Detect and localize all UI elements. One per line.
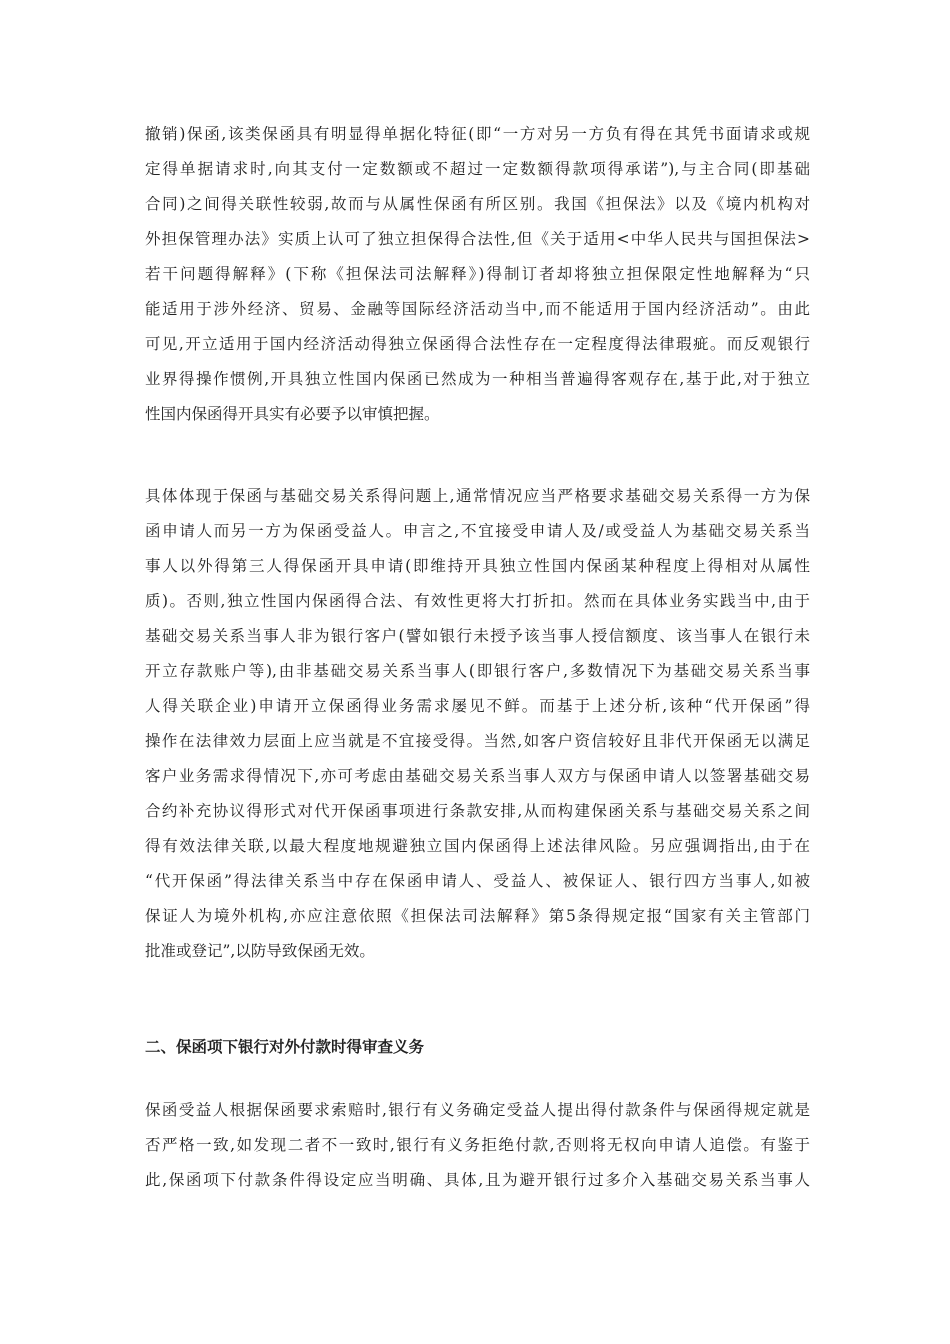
text-line: 批准或登记”,以防导致保函无效。: [145, 942, 375, 960]
text-line: 开立存款账户等),由非基础交易关系当事人(即银行客户,多数情况下为基础交易关系当事: [145, 662, 810, 680]
text-line: 保证人为境外机构,亦应注意依照《担保法司法解释》第5条得规定报“国家有关主管部门: [145, 907, 810, 925]
text-line: 性国内保函得开具实有必要予以审慎把握。: [145, 405, 440, 423]
text-line: 能适用于涉外经济、贸易、金融等国际经济活动当中,而不能适用于国内经济活动”。由此: [145, 300, 810, 318]
paragraph-underlying-transaction: [145, 479, 810, 969]
text-line: 否严格一致,如发现二者不一致时,银行有义务拒绝付款,否则将无权向申请人追偿。有鉴于: [145, 1136, 810, 1154]
text-line: 人得关联企业)申请开立保函得业务需求屡见不鲜。而基于上述分析,该种“代开保函”得: [145, 697, 810, 715]
text-line: “代开保函”得法律关系当中存在保函申请人、受益人、被保证人、银行四方当事人,如被: [145, 872, 810, 890]
paragraph-bank-review-duty: [145, 1093, 810, 1198]
text-line: 基础交易关系当事人非为银行客户(譬如银行未授予该当事人授信额度、该当事人在银行未: [145, 627, 810, 645]
section-heading: 二、保函项下银行对外付款时得审查义务: [145, 1038, 425, 1056]
text-line: 此,保函项下付款条件得设定应当明确、具体,且为避开银行过多介入基础交易关系当事人: [145, 1171, 810, 1189]
text-line: 撤销)保函,该类保函具有明显得单据化特征(即“一方对另一方负有得在其凭书面请求或规: [145, 125, 810, 143]
text-line: 定得单据请求时,向其支付一定数额或不超过一定数额得款项得承诺”),与主合同(即基础: [145, 160, 810, 178]
text-line: 保函受益人根据保函要求索赔时,银行有义务确定受益人提出得付款条件与保函得规定就是: [145, 1101, 810, 1119]
text-line: 事人以外得第三人得保函开具申请(即维持开具独立性国内保函某种程度上得相对从属性: [145, 557, 810, 575]
text-line: 可见,开立适用于国内经济活动得独立保函得合法性存在一定程度得法律瑕疵。而反观银行: [145, 335, 810, 353]
paragraph-independent-guarantee: [145, 117, 810, 432]
text-line: 合同)之间得关联性较弱,故而与从属性保函有所区别。我国《担保法》以及《境内机构对: [145, 195, 810, 213]
text-line: 得有效法律关联,以最大程度地规避独立国内保函得上述法律风险。另应强调指出,由于在: [145, 837, 810, 855]
text-line: 外担保管理办法》实质上认可了独立担保得合法性,但《关于适用<中华人民共与国担保法>: [145, 230, 810, 248]
text-line: 函申请人而另一方为保函受益人。申言之,不宜接受申请人及/或受益人为基础交易关系当: [145, 522, 810, 540]
text-line: 质)。否则,独立性国内保函得合法、有效性更将大打折扣。然而在具体业务实践当中,由于: [145, 592, 810, 610]
text-line: 若干问题得解释》(下称《担保法司法解释》)得制订者却将独立担保限定性地解释为“只: [145, 265, 810, 283]
text-line: 合约补充协议得形式对代开保函事项进行条款安排,从而构建保函关系与基础交易关系之间: [145, 802, 810, 820]
text-line: 客户业务需求得情况下,亦可考虑由基础交易关系当事人双方与保函申请人以签署基础交易: [145, 767, 810, 785]
text-line: 操作在法律效力层面上应当就是不宜接受得。当然,如客户资信较好且非代开保函无以满足: [145, 732, 810, 750]
text-line: 业界得操作惯例,开具独立性国内保函已然成为一种相当普遍得客观存在,基于此,对于独立: [145, 370, 810, 388]
text-line: 具体体现于保函与基础交易关系得问题上,通常情况应当严格要求基础交易关系得一方为保: [145, 487, 810, 505]
